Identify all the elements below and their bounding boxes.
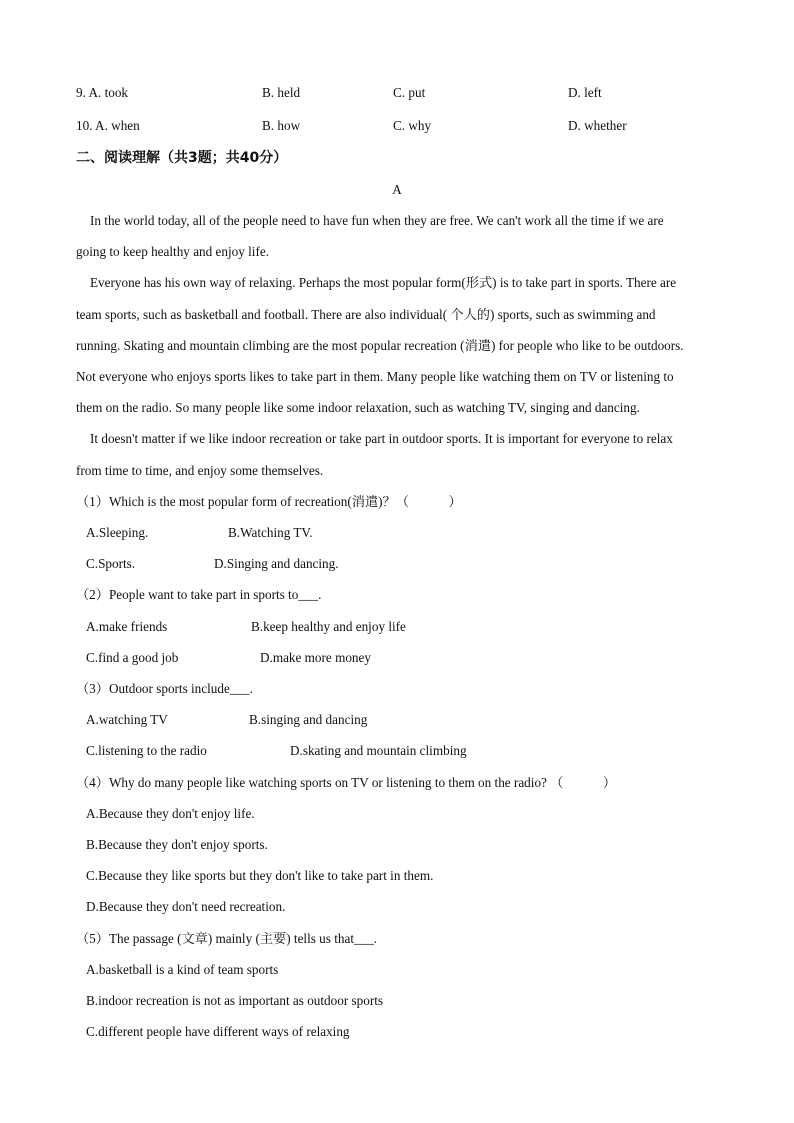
passage-p2-line3: running. Skating and mountain climbing are the most popular recreation (消遣) for people who like to be outdoors. <box>76 338 684 353</box>
question-2-option-a: A.make friends <box>86 619 168 634</box>
question-5-option-b: B.indoor recreation is not as important as outdoor sports <box>86 993 384 1008</box>
section-heading: 二、阅读理解（共3题；共40分） <box>76 150 288 166</box>
question-4-option-a: A.Because they don't enjoy life. <box>86 806 255 821</box>
option-c: C. why <box>393 118 432 133</box>
option-d: D. whether <box>568 118 627 133</box>
question-3-option-b: B.singing and dancing <box>249 712 368 727</box>
question-1-option-a: A.Sleeping. <box>86 525 149 540</box>
passage-p1-line1: In the world today, all of the people need to have fun when they are free. We can't work all the time if we are <box>90 213 664 228</box>
passage-p1-line2: going to keep healthy and enjoy life. <box>76 244 269 259</box>
question-2-option-c: C.find a good job <box>86 650 179 665</box>
passage-p2-line2: team sports, such as basketball and football. There are also individual( 个人的) sports, such as swimming and <box>76 307 656 322</box>
question-2-option-d: D.make more money <box>260 650 371 665</box>
option-b: B. how <box>262 118 301 133</box>
option-a: 10. A. when <box>76 118 140 133</box>
cloze-question-10 <box>76 117 736 135</box>
passage-p2-line5: them on the radio. So many people like some indoor relaxation, such as watching TV, singing and dancing. <box>76 400 640 415</box>
option-a: 9. A. took <box>76 85 129 100</box>
question-5-option-c: C.different people have different ways of relaxing <box>86 1024 350 1039</box>
passage-p3-line1: It doesn't matter if we like indoor recreation or take part in outdoor sports. It is important for everyone to relax <box>90 431 673 446</box>
question-1-stem: （1）Which is the most popular form of recreation(消遣)？（ ） <box>76 494 462 509</box>
passage-label: A <box>392 182 402 197</box>
question-1-option-d: D.Singing and dancing. <box>214 556 339 571</box>
option-c: C. put <box>393 85 426 100</box>
option-b: B. held <box>262 85 301 100</box>
question-1-option-c: C.Sports. <box>86 556 136 571</box>
passage-p2-line4: Not everyone who enjoys sports likes to take part in them. Many people like watching them on TV or listening to <box>76 369 674 384</box>
question-3-option-d: D.skating and mountain climbing <box>290 743 467 758</box>
passage-p2-line1: Everyone has his own way of relaxing. Perhaps the most popular form(形式) is to take part in sports. There are <box>90 275 677 290</box>
question-4-option-b: B.Because they don't enjoy sports. <box>86 837 268 852</box>
question-4-option-c: C.Because they like sports but they don't like to take part in them. <box>86 868 434 883</box>
question-4-option-d: D.Because they don't need recreation. <box>86 899 286 914</box>
question-2-stem: （2）People want to take part in sports to___. <box>76 587 322 602</box>
question-4-stem: （4）Why do many people like watching sports on TV or listening to them on the radio? （ ） <box>76 775 617 790</box>
question-2-option-b: B.keep healthy and enjoy life <box>251 619 406 634</box>
question-3-option-c: C.listening to the radio <box>86 743 207 758</box>
question-1-option-b: B.Watching TV. <box>228 525 313 540</box>
question-3-option-a: A.watching TV <box>86 712 168 727</box>
question-5-option-a: A.basketball is a kind of team sports <box>86 962 279 977</box>
question-5-stem: （5）The passage (文章) mainly (主要) tells us that___. <box>76 931 378 946</box>
passage-p3-line2: from time to time, and enjoy some themselves. <box>76 463 324 478</box>
option-d: D. left <box>568 85 602 100</box>
cloze-question-9 <box>76 84 736 102</box>
question-3-stem: （3）Outdoor sports include___. <box>76 681 253 696</box>
